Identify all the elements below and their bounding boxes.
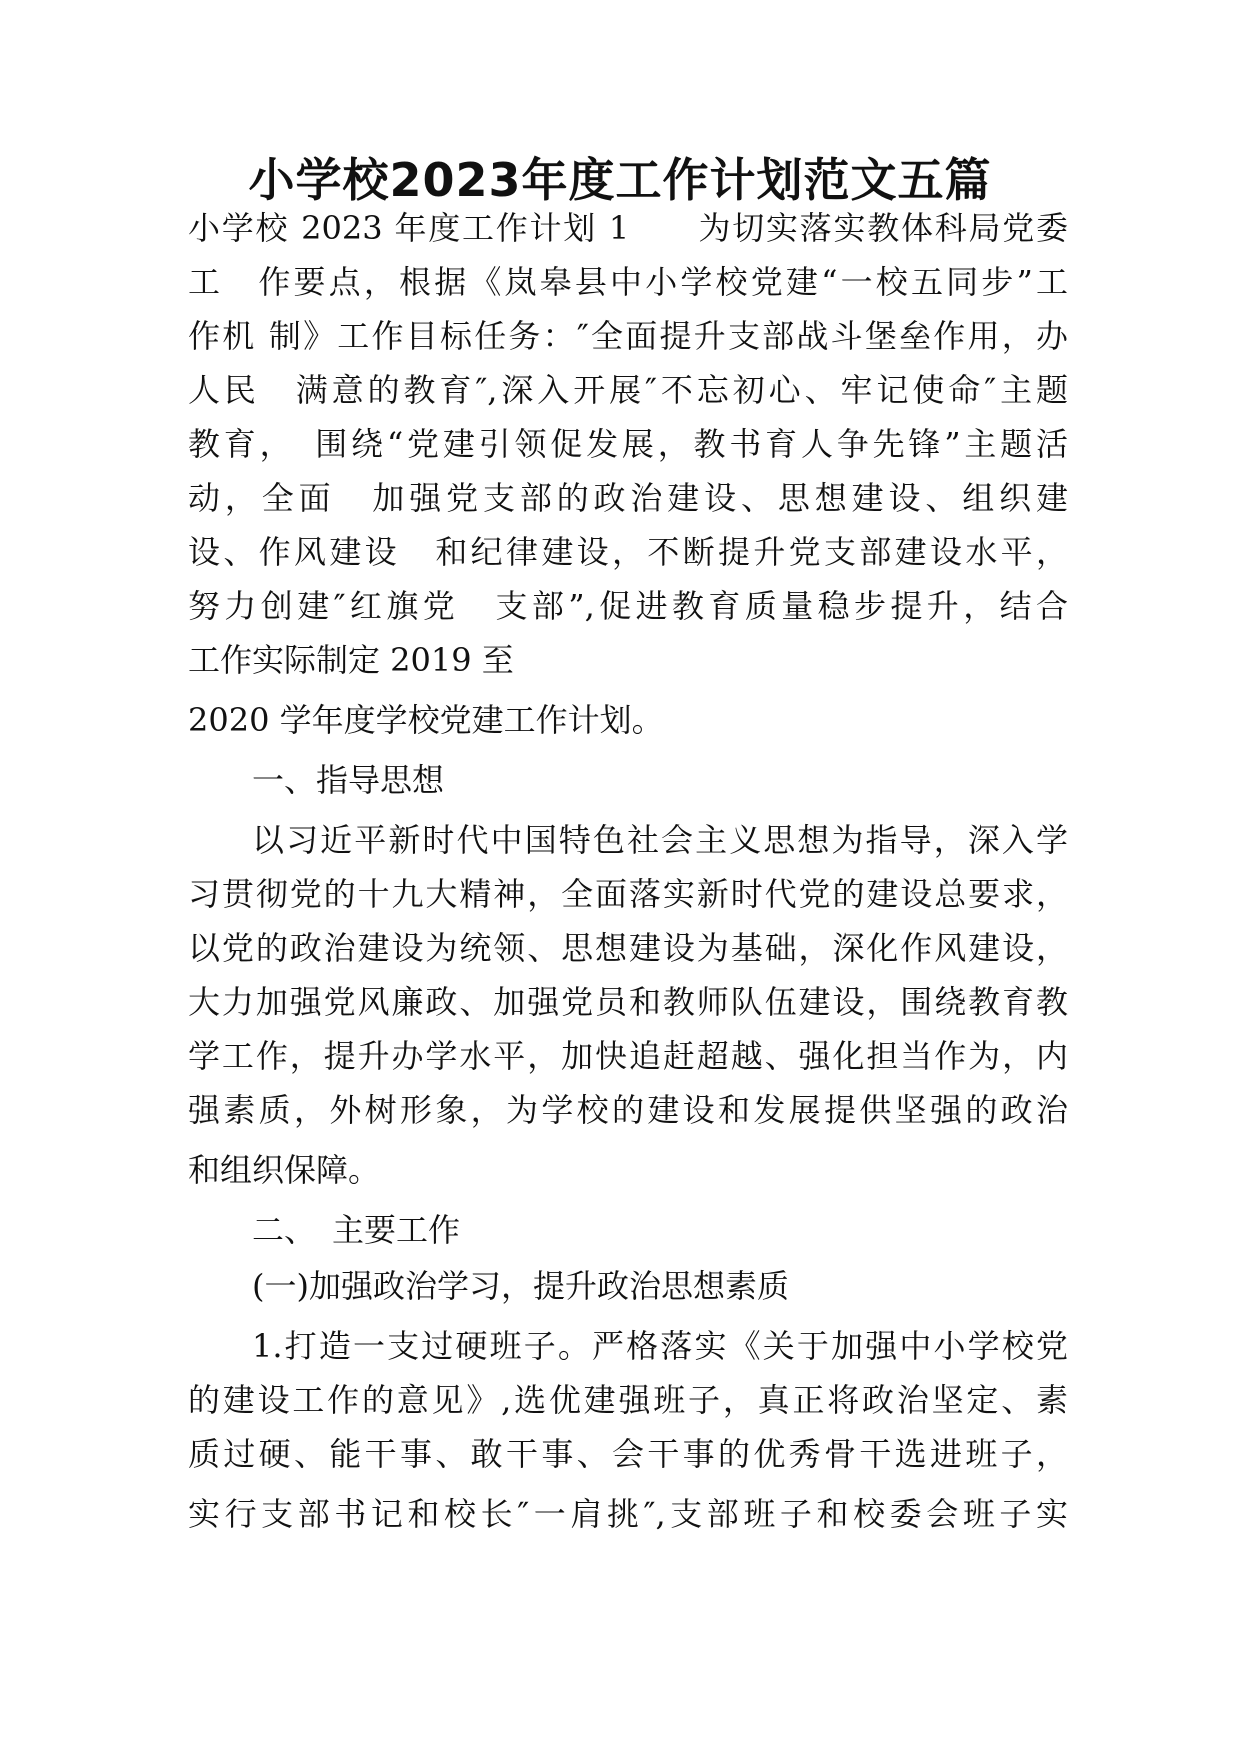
intro-line-1: 小学校 2023 年度工作计划 1 为切实落实教体科局党委: [188, 209, 1068, 247]
document-title: 小学校2023年度工作计划范文五篇: [248, 153, 992, 207]
subsection-heading-political-study: (一)加强政治学习，提升政治思想素质: [252, 1267, 789, 1305]
intro-line-4: 人民 满意的教育″,深入开展″不忘初心、牢记使命″主题: [188, 371, 1068, 409]
intro-line-3: 作机 制》工作目标任务：″全面提升支部战斗堡垒作用，办: [188, 317, 1068, 355]
intro-line-5: 教育， 围绕“党建引领促发展，教书育人争先锋”主题活: [188, 425, 1068, 463]
item-1-line-1: 1.打造一支过硬班子。严格落实《关于加强中小学校党: [252, 1327, 1068, 1365]
section-1-line-4: 大力加强党风廉政、加强党员和教师队伍建设，围绕教育教: [188, 983, 1068, 1021]
item-1-line-2: 的建设工作的意见》,选优建强班子，真正将政治坚定、素: [188, 1381, 1068, 1419]
item-1-line-4: 实行支部书记和校长″一肩挑″,支部班子和校委会班子实: [188, 1495, 1068, 1533]
intro-line-9: 工作实际制定 2019 至: [188, 641, 514, 679]
intro-line-7: 设、作风建设 和纪律建设，不断提升党支部建设水平，: [188, 533, 1068, 571]
item-1-line-3: 质过硬、能干事、敢干事、会干事的优秀骨干选进班子，: [188, 1435, 1068, 1473]
section-1-line-7: 和组织保障。: [188, 1151, 381, 1189]
section-heading-main-work: 二、 主要工作: [252, 1211, 461, 1249]
section-1-line-3: 以党的政治建设为统领、思想建设为基础，深化作风建设，: [188, 929, 1068, 967]
section-1-line-6: 强素质，外树形象，为学校的建设和发展提供坚强的政治: [188, 1091, 1068, 1129]
intro-line-6: 动，全面 加强党支部的政治建设、思想建设、组织建: [188, 479, 1068, 517]
section-1-line-5: 学工作，提升办学水平，加快追赶超越、强化担当作为，内: [188, 1037, 1068, 1075]
intro-line-8: 努力创建″红旗党 支部”,促进教育质量稳步提升，结合: [188, 587, 1068, 625]
section-1-line-1: 以习近平新时代中国特色社会主义思想为指导，深入学: [252, 821, 1068, 859]
intro-tail: 2020 学年度学校党建工作计划。: [188, 701, 664, 739]
section-1-line-2: 习贯彻党的十九大精神，全面落实新时代党的建设总要求，: [188, 875, 1068, 913]
intro-line-2: 工 作要点，根据《岚皋县中小学校党建“一校五同步”工: [188, 263, 1068, 301]
section-heading-guiding-thought: 一、指导思想: [252, 761, 445, 799]
